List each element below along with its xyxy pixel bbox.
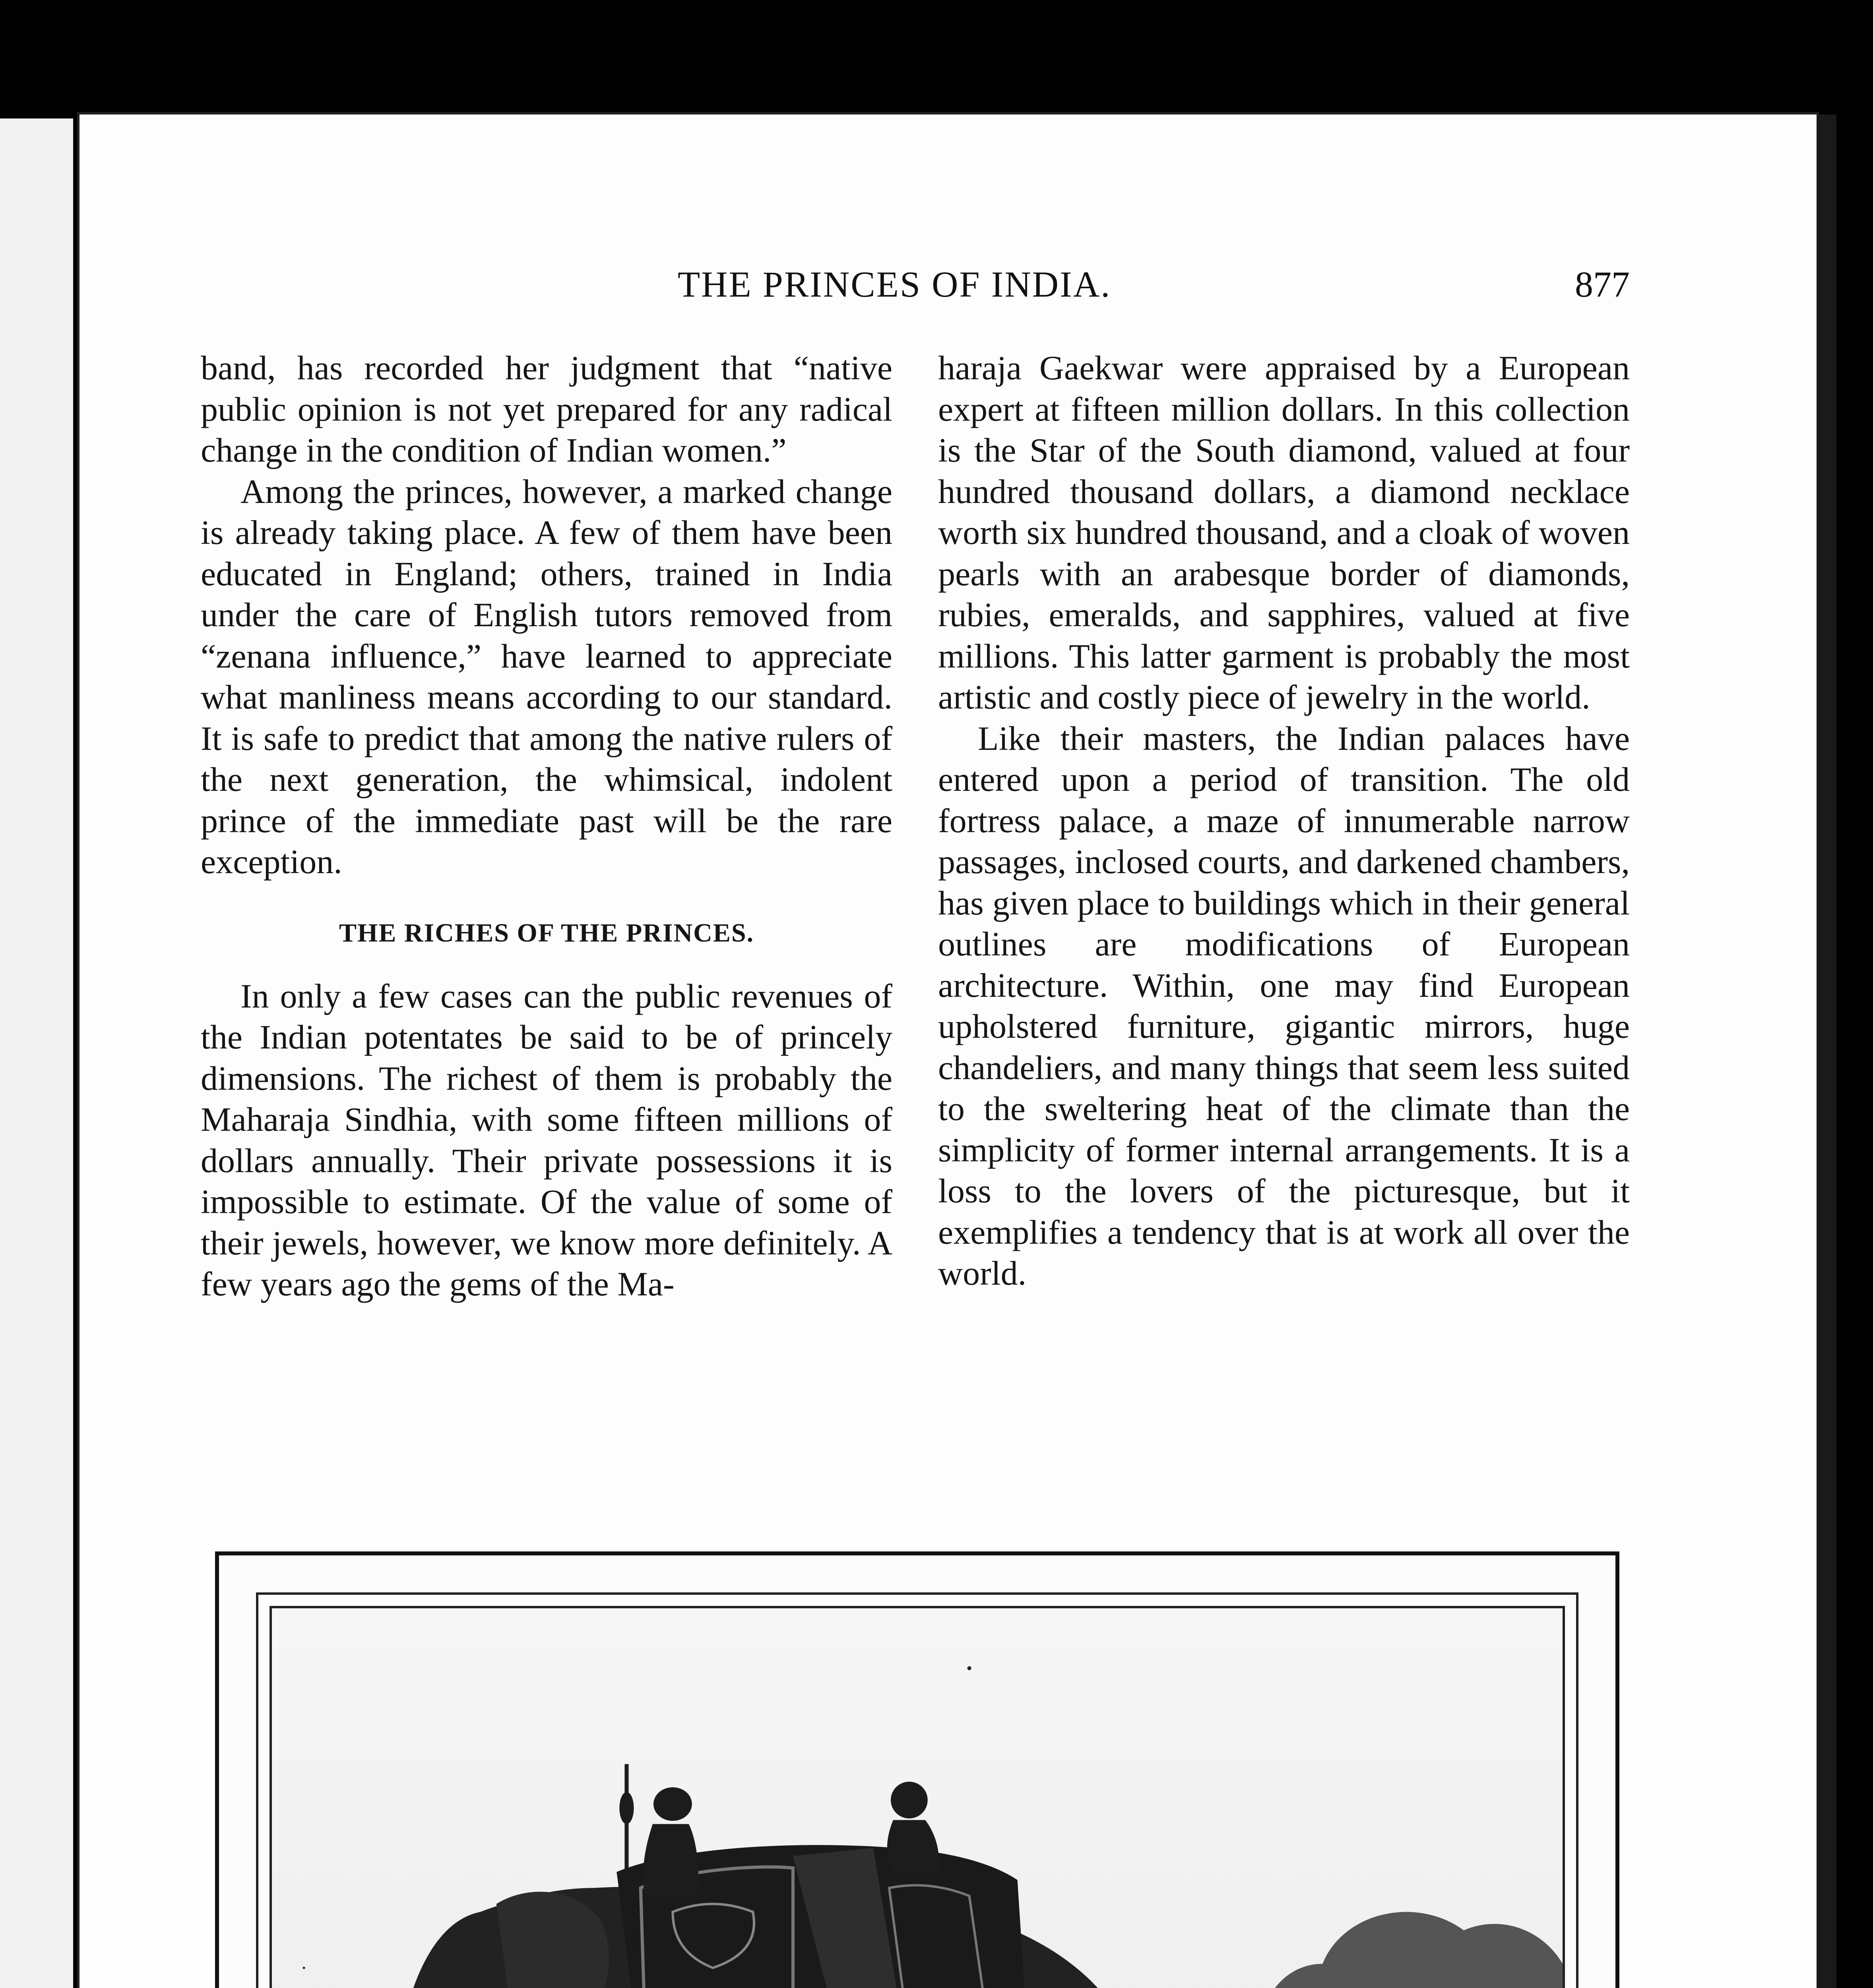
photo-border bbox=[256, 1592, 1578, 1988]
page-number: 877 bbox=[1575, 264, 1630, 305]
elephant-illustration bbox=[272, 1608, 1563, 1988]
right-paragraph-2: Like their masters, the Indian palaces have entered upon a period of transition. The old fortress palace, a maze of innumerable narrow passages, inclosed courts, and darkened chambers, has given place to buildings which in their general outlines are modifications of European architecture. Within, one may find European upholstered furniture, gigantic mirrors, huge chandeliers, and many things that seem less suited to the sweltering heat of the climate than the simplicity of former internal arrangements. It is a loss to the lovers of the picturesque, but it exemplifies a tendency that is at work all over the world. bbox=[938, 719, 1630, 1292]
photo-frame bbox=[215, 1551, 1619, 1988]
left-paragraph-2: Among the princes, however, a marked change is already taking place. A few of them have been educated in England; others, trained in India under the care of English tutors removed from “zenana influence,” have learned to appreciate what manliness means according to our standard. It is safe to predict that among the native rulers of the next generation, the whimsical, indolent prince of the immediate past will be the rare exception. bbox=[201, 472, 892, 881]
left-paragraph-1: band, has recorded her judgment that “native public opinion is not yet prepared for any radical change in the condition of Indian women.” bbox=[201, 349, 892, 469]
left-column bbox=[201, 348, 892, 1305]
page-edge-shadow bbox=[1817, 115, 1836, 1988]
facing-page-edge bbox=[0, 118, 73, 1988]
elephant-photograph bbox=[270, 1606, 1565, 1988]
right-paragraph-1: haraja Gaekwar were appraised by a European expert at fifteen million dollars. In this collection is the Star of the South diamond, valued at four hundred thousand dollars, a diamond necklace worth six hundred thousand, and a cloak of woven pearls with an arabesque border of diamonds, rubies, emeralds, and sapphires, valued at five millions. This latter garment is probably the most artistic and costly piece of jewelry in the world. bbox=[938, 349, 1630, 716]
section-subheading: THE RICHES OF THE PRINCES. bbox=[339, 918, 754, 947]
right-column bbox=[938, 348, 1630, 1294]
running-title: THE PRINCES OF INDIA. bbox=[677, 264, 1111, 305]
left-paragraph-3: In only a few cases can the public revenues of the Indian potentates be said to be of princely dimensions. The richest of them is probably the Maharaja Sindhia, with some fifteen millions of dollars annually. Their private possessions it is impossible to estimate. Of the value of some of their jewels, however, we know more definitely. A few years ago the gems of the Ma- bbox=[201, 977, 892, 1303]
